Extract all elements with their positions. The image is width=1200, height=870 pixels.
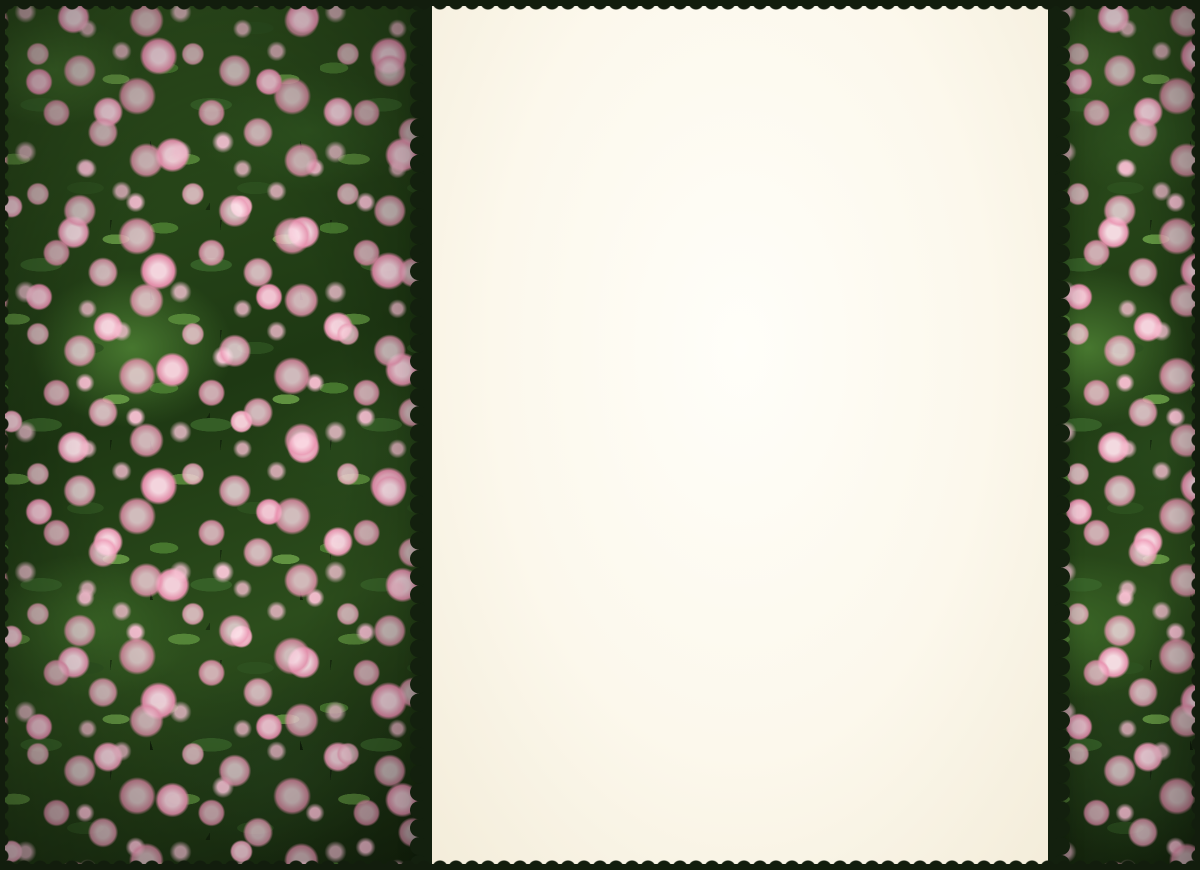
scalloped-ribbon-right	[1040, 0, 1070, 870]
scalloped-ribbon-left	[410, 0, 440, 870]
parchment-panel	[424, 0, 1058, 870]
vignette-left	[0, 0, 440, 870]
card-border-left	[0, 0, 14, 870]
card-border-top	[0, 0, 1200, 16]
card-border-bottom	[0, 854, 1200, 870]
rhododendron-photo-left	[0, 0, 440, 870]
card-border-right	[1186, 0, 1200, 870]
